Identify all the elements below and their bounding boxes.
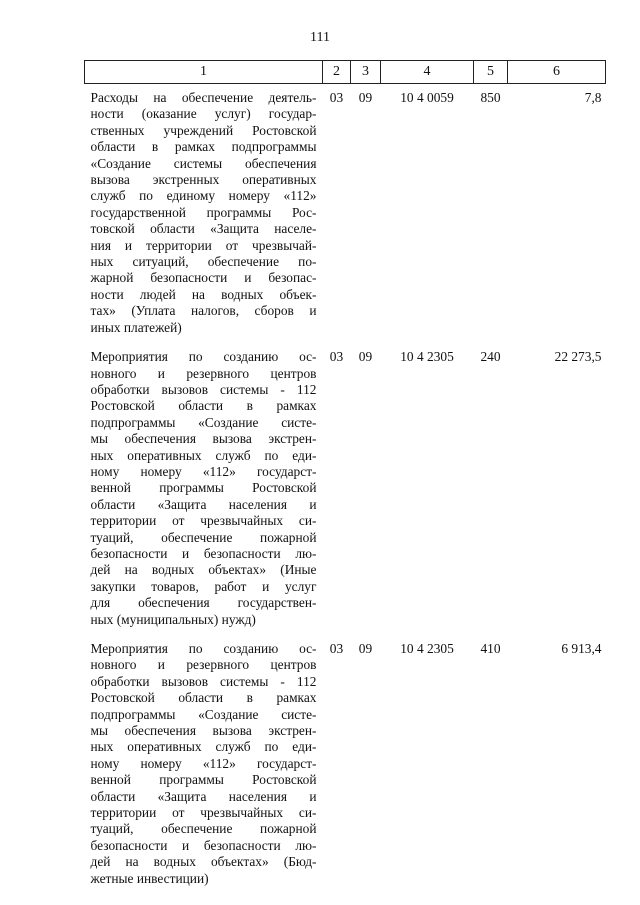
row-subsection-code: 09: [358, 90, 373, 105]
description-line: туаций, обеспечение пожарной: [90, 529, 317, 545]
column-header-3: 3: [351, 61, 381, 84]
description-line: безопасности и безопасности лю-: [90, 837, 317, 853]
description-line: вызова экстренных оперативных: [90, 172, 317, 188]
description-line: для обеспечения государствен-: [90, 595, 317, 611]
row-amount: 6 913,4: [561, 641, 602, 656]
description-line: служб по единому номеру «112»: [90, 188, 317, 204]
row-expense-type: 410: [480, 641, 501, 656]
row-section-code: 03: [329, 90, 344, 105]
column-header-2: 2: [323, 61, 351, 84]
description-line: жетные инвестиции): [90, 870, 209, 886]
description-line: ния и территории от чрезвычай-: [90, 237, 317, 253]
table-header-row: [85, 61, 606, 84]
row-description: [85, 84, 323, 344]
row-target-article: 10 4 0059: [400, 90, 454, 105]
description-line: ственных учреждений Ростовской: [90, 122, 317, 138]
description-line: подпрограммы «Создание систе-: [90, 706, 317, 722]
description-line: государственной программы Рос-: [90, 204, 317, 220]
row-expense-type: 850: [480, 90, 501, 105]
table-body: [85, 84, 606, 895]
column-header-4: 4: [381, 61, 474, 84]
description-line: территории от чрезвычайных си-: [90, 513, 317, 529]
row-section-code: 03: [329, 641, 344, 656]
description-line: туаций, обеспечение пожарной: [90, 821, 317, 837]
row-description: [85, 343, 323, 635]
description-line: ных ситуаций, обеспечение по-: [90, 254, 317, 270]
row-section-code: 03: [329, 349, 344, 365]
description-line: области в рамках подпрограммы: [90, 139, 317, 155]
description-line: области «Защита населения и: [90, 788, 317, 804]
description-line: Расходы на обеспечение деятель-: [90, 90, 317, 105]
description-line: Мероприятия по созданию ос-: [90, 349, 317, 365]
description-line: венной программы Ростовской: [90, 480, 317, 496]
description-line: мы обеспечения вызова экстрен-: [90, 723, 317, 739]
page-number: 111: [310, 30, 330, 45]
row-target-article: 10 4 2305: [400, 641, 454, 656]
description-line: «Создание системы обеспечения: [90, 155, 317, 171]
description-line: Ростовской области в рамках: [90, 398, 317, 414]
description-line: ных оперативных служб по еди-: [90, 739, 317, 755]
row-target-article: 10 4 2305: [400, 349, 454, 365]
description-line: территории от чрезвычайных си-: [90, 805, 317, 821]
description-line: ности людей на водных объек-: [90, 286, 317, 302]
description-line: закупки товаров, работ и услуг: [90, 578, 317, 594]
description-line: области «Защита населения и: [90, 496, 317, 512]
description-line: ному номеру «112» государст-: [90, 463, 317, 479]
column-header-6: 6: [508, 61, 606, 84]
description-line: обработки вызовов системы - 112: [90, 673, 317, 689]
description-line: жарной безопасности и безопас-: [90, 270, 317, 286]
description-line: иных платежей): [90, 319, 182, 335]
description-line: новного и резервного центров: [90, 365, 317, 381]
description-line: безопасности и безопасности лю-: [90, 545, 317, 561]
description-line: товской области «Защита населе-: [90, 221, 317, 237]
description-line: тах» (Уплата налогов, сборов и: [90, 303, 317, 319]
description-line: мы обеспечения вызова экстрен-: [90, 431, 317, 447]
description-line: новного и резервного центров: [90, 657, 317, 673]
row-subsection-code: 09: [358, 349, 373, 365]
description-line: ных (муниципальных) нужд): [90, 611, 256, 627]
row-amount: 7,8: [584, 90, 602, 105]
description-line: подпрограммы «Создание систе-: [90, 414, 317, 430]
description-line: Мероприятия по созданию ос-: [90, 641, 317, 656]
row-description: [85, 635, 323, 894]
description-line: венной программы Ростовской: [90, 772, 317, 788]
row-expense-type: 240: [480, 349, 501, 365]
description-line: обработки вызовов системы - 112: [90, 381, 317, 397]
description-line: дей на водных объектах» (Бюд-: [90, 854, 317, 870]
description-line: ному номеру «112» государст-: [90, 755, 317, 771]
table-row: [85, 84, 606, 344]
row-subsection-code: 09: [358, 641, 373, 656]
budget-table: [84, 60, 606, 894]
row-amount: 22 273,5: [554, 349, 602, 365]
description-line: дей на водных объектах» (Иные: [90, 562, 317, 578]
table-row: [85, 635, 606, 894]
column-header-1: 1: [85, 61, 323, 84]
description-line: ности (оказание услуг) государ-: [90, 106, 317, 122]
description-line: ных оперативных служб по еди-: [90, 447, 317, 463]
column-header-5: 5: [474, 61, 508, 84]
table-row: [85, 343, 606, 635]
description-line: Ростовской области в рамках: [90, 690, 317, 706]
